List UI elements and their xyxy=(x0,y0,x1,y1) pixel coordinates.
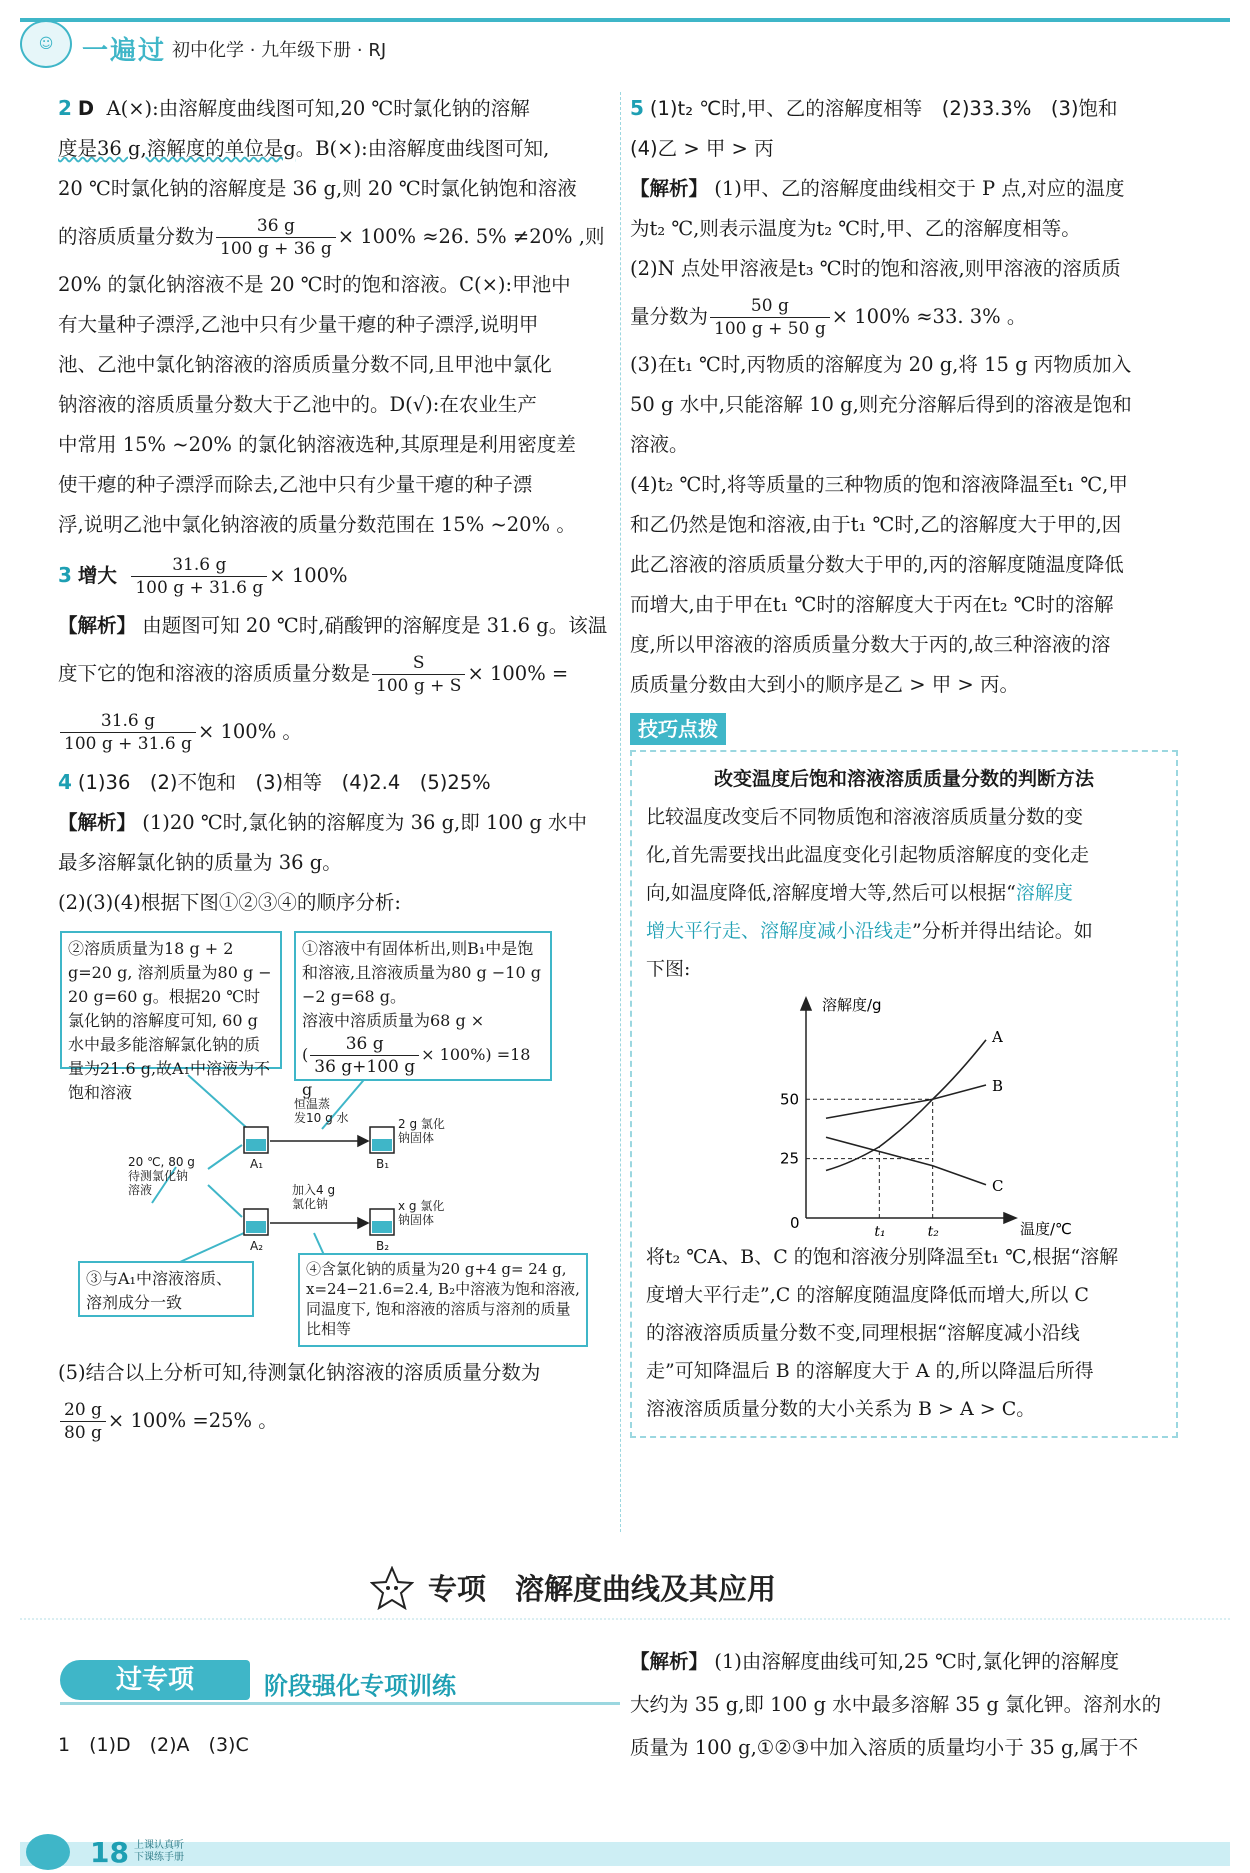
question-number: 2 xyxy=(58,96,72,120)
text-line: 浮,说明乙池中氯化钠溶液的质量分数范围在 15% ~20% 。 xyxy=(58,513,576,536)
fraction xyxy=(60,1399,106,1444)
text-line: 将t₂ ℃A、B、C 的饱和溶液分别降温至t₁ ℃,根据“溶解 xyxy=(646,1246,1119,1268)
analysis-tag: 【解析】 xyxy=(630,177,709,200)
text-line: 池、乙池中氯化钠溶液的溶质质量分数不同,且甲池中氯化 xyxy=(58,353,552,376)
text-line: 走”可知降温后 B 的溶解度大于 A 的,所以降温后所得 xyxy=(646,1360,1094,1382)
label-text: 钠固体 xyxy=(398,1213,435,1227)
text-line: (1)甲、乙的溶解度曲线相交于 P 点,对应的温度 xyxy=(714,177,1125,200)
text-line: 溶液。 xyxy=(630,433,689,456)
answer: (1)t₂ ℃时,甲、乙的溶解度相等 (2)33.3% (3)饱和 xyxy=(649,97,1118,120)
text-line: 量分数为 xyxy=(630,305,709,328)
series-label-B: B xyxy=(992,1077,1004,1095)
text-line: 质量为 100 g,①②③中加入溶质的质量均小于 35 g,属于不 xyxy=(630,1736,1139,1759)
text-line: 中常用 15% ~20% 的氯化钠溶液选种,其原理是利用密度差 xyxy=(58,433,576,456)
label-add xyxy=(292,1183,335,1211)
slogan-line: 上课认真听 xyxy=(134,1840,184,1851)
denominator: 80 g xyxy=(64,1423,102,1443)
fraction xyxy=(131,554,267,599)
training-tag: 过专项 xyxy=(60,1660,250,1700)
text-line: A(×):由溶解度曲线图可知,20 ℃时氯化钠的溶解 xyxy=(106,97,530,120)
text-line: 而增大,由于甲在t₁ ℃时的溶解度大于丙在t₂ ℃时的溶解 xyxy=(630,593,1114,616)
label-text: 钠固体 xyxy=(398,1131,435,1145)
footer-bar xyxy=(20,1842,1230,1866)
text-line: 大约为 35 g,即 100 g 水中最多溶解 35 g 氯化钾。溶剂水的 xyxy=(630,1693,1162,1716)
text-line: × 100% ≈26. 5% ≠20% ,则 xyxy=(337,225,605,248)
header-bar xyxy=(20,18,1230,22)
label-text: 溶液 xyxy=(128,1183,153,1197)
brand-name: 一遍过 xyxy=(82,36,167,66)
denominator: 100 g + 50 g xyxy=(714,319,826,339)
label-solid-1 xyxy=(398,1117,445,1145)
right-column xyxy=(630,88,1190,1438)
box-text: ②溶质质量为18 g + 2 g=20 g, 溶剂质量为80 g − 20 g=60 g。根据20 ℃时氯化钠的溶解度可知, 60 g 水中最多能溶解氯化钠的质量为21.6 g,故A₁中溶液为不饱和溶液 xyxy=(68,939,272,1102)
text-line: 溶液溶质质量分数的大小关系为 B > A > C。 xyxy=(646,1398,1036,1420)
text-line: 质质量分数由大到小的顺序是乙 > 甲 > 丙。 xyxy=(630,673,1019,696)
box-step-3 xyxy=(78,1261,254,1317)
answer: (1)36 (2)不饱和 (3)相等 (4)2.4 (5)25% xyxy=(77,771,491,794)
text-line: 比较温度改变后不同物质饱和溶液溶质质量分数的变 xyxy=(646,806,1084,828)
box-step-1: ①溶液中有固体析出,则B₁中是饱和溶液,且溶液质量为80 g −10 g −2 g=68 g。 溶液中溶质质量为68 g × ( $\frac{36 g}{36 g+100 g}$ × 100%) =18 g xyxy=(294,931,552,1081)
series-label-A: A xyxy=(992,1027,1003,1046)
text-line: 50 g 水中,只能溶解 10 g,则充分溶解后得到的溶液是饱和 xyxy=(630,393,1132,416)
box-text: 溶液中溶质质量为68 g × xyxy=(302,1011,485,1030)
section-title: 专项 溶解度曲线及其应用 xyxy=(428,1572,777,1606)
question-number: 5 xyxy=(630,96,644,120)
text-line: 下图: xyxy=(646,958,691,980)
label-text: 发10 g 水 xyxy=(294,1111,349,1125)
page-number: 18 xyxy=(90,1836,129,1869)
numerator: 31.6 g xyxy=(131,554,267,577)
denominator: 100 g + 31.6 g xyxy=(135,578,264,598)
x-tick-label: t₂ xyxy=(927,1224,939,1238)
text-line: 。B(×):由溶解度曲线图可知, xyxy=(295,137,550,160)
question-4 xyxy=(58,762,618,1449)
analysis-tag: 【解析】 xyxy=(630,1650,709,1673)
text-line: (2)(3)(4)根据下图①②③④的顺序分析: xyxy=(58,891,401,914)
text-line: (4)t₂ ℃时,将等质量的三种物质的饱和溶液降温至t₁ ℃,甲 xyxy=(630,473,1128,496)
label-text: 恒温蒸 xyxy=(294,1097,331,1111)
fraction xyxy=(310,1033,419,1078)
text-line: 有大量种子漂浮,乙池中只有少量干瘪的种子漂浮,说明甲 xyxy=(58,313,539,336)
question-3 xyxy=(58,545,618,762)
text-line: 的溶质质量分数为 xyxy=(58,225,215,248)
label-text: 2 g 氯化 xyxy=(398,1117,445,1131)
text-line: (3)在t₁ ℃时,丙物质的溶解度为 20 g,将 15 g 丙物质加入 xyxy=(630,353,1132,376)
analysis-tag: 【解析】 xyxy=(58,811,137,834)
x-axis-label: 温度/℃ xyxy=(1020,1220,1072,1238)
text-line: × 100% 。 xyxy=(197,720,302,743)
origin-label: 0 xyxy=(790,1214,800,1232)
x-tick-label: t₁ xyxy=(874,1224,886,1238)
text-line: 度下它的饱和溶液的溶质质量分数是 xyxy=(58,662,371,685)
text-line: 最多溶解氯化钠的质量为 36 g。 xyxy=(58,851,342,874)
section-divider xyxy=(20,1618,1230,1620)
text-line: 此乙溶液的溶质质量分数大于甲的,丙的溶解度随温度降低 xyxy=(630,553,1124,576)
text-line: 度,所以甲溶液的溶质质量分数大于丙的,故三种溶液的溶 xyxy=(630,633,1111,656)
solubility-chart xyxy=(646,988,1166,1238)
footer-mascot-icon xyxy=(26,1834,70,1870)
text-line: × 100% = xyxy=(467,662,569,685)
text-line: 度增大平行走”,C 的溶解度随温度降低而增大,所以 C xyxy=(646,1284,1089,1306)
y-tick-label: 25 xyxy=(780,1149,800,1168)
x-axis-arrow xyxy=(1004,1213,1016,1223)
question-5 xyxy=(630,88,1190,705)
box-text: ①溶液中有固体析出,则B₁中是饱和溶液,且溶液质量为80 g −10 g −2 g=68 g。 xyxy=(302,939,541,1006)
training-underline xyxy=(60,1702,620,1705)
star-mascot-icon xyxy=(370,1566,414,1610)
text-line: (2)N 点处甲溶液是t₃ ℃时的饱和溶液,则甲溶液的溶质质 xyxy=(630,257,1121,280)
text-line: 化,首先需要找出此温度变化引起物质溶解度的变化走 xyxy=(646,844,1090,866)
label-text: x g 氯化 xyxy=(398,1199,445,1213)
text-line: 20% 的氯化钠溶液不是 20 ℃时的饱和溶液。C(×):甲池中 xyxy=(58,273,571,296)
y-tick-label: 50 xyxy=(780,1090,800,1109)
label-a2: A₂ xyxy=(250,1239,264,1253)
box-text: × 100%) =18 g xyxy=(302,1045,531,1099)
text-line: 使干瘪的种子漂浮而除去,乙池中只有少量干瘪的种子漂 xyxy=(58,473,533,496)
box-text: ④含氯化钠的质量为20 g+4 g= 24 g, x=24−21.6=2.4, B₂中溶液为饱和溶液, 同温度下, 饱和溶液的溶质与溶剂的质量比相等 xyxy=(306,1260,580,1338)
denominator: 100 g + S xyxy=(376,676,462,696)
flow-diagram xyxy=(58,927,618,1347)
numerator: S xyxy=(372,652,465,675)
text-line: ”分析并得出结论。如 xyxy=(912,920,1093,942)
footer-slogan xyxy=(134,1840,184,1864)
page-footer xyxy=(0,1832,1250,1873)
slogan-line: 下课练手册 xyxy=(134,1852,184,1863)
box-step-2 xyxy=(60,931,282,1102)
text-line: × 100% ≈33. 3% 。 xyxy=(831,305,1027,328)
fraction xyxy=(372,652,465,697)
text-line: 向,如温度降低,溶解度增大等,然后可以根据“ xyxy=(646,882,1016,904)
denominator: 100 g + 31.6 g xyxy=(64,734,192,754)
text-line: 20 ℃时氯化钠的溶解度是 36 g,则 20 ℃时氯化钠饱和溶液 xyxy=(58,177,577,200)
text-line: × 100% xyxy=(269,564,348,587)
numerator: 36 g xyxy=(310,1033,419,1056)
text-line: 为t₂ ℃,则表示温度为t₂ ℃时,甲、乙的溶解度相等。 xyxy=(630,217,1081,240)
numerator: 50 g xyxy=(710,295,830,318)
label-a1: A₁ xyxy=(250,1157,264,1171)
denominator: 36 g+100 g xyxy=(314,1057,416,1077)
text-line: (1)由溶解度曲线可知,25 ℃时,氯化钾的溶解度 xyxy=(714,1650,1120,1673)
page-header xyxy=(0,0,1250,70)
question-1-answers: 1 (1)D (2)A (3)C xyxy=(58,1734,249,1756)
fraction xyxy=(60,710,196,755)
tips-box xyxy=(630,750,1178,1438)
question-number: 4 xyxy=(58,770,72,794)
question-2 xyxy=(58,88,618,545)
text-line: 由题图可知 20 ℃时,硝酸钾的溶解度是 31.6 g。该温 xyxy=(142,614,608,637)
analysis-tag: 【解析】 xyxy=(58,614,137,637)
label-text: 加入4 g xyxy=(292,1183,336,1197)
numerator: 20 g xyxy=(60,1399,106,1422)
series-label-C: C xyxy=(992,1176,1004,1195)
subject-label: 初中化学 · 九年级下册 · RJ xyxy=(172,40,387,61)
text-line: 的溶液溶质质量分数不变,同理根据“溶解度减小沿线 xyxy=(646,1322,1080,1344)
training-subtitle: 阶段强化专项训练 xyxy=(264,1672,456,1700)
label-text: 氯化钠 xyxy=(292,1197,329,1211)
series-line-A xyxy=(826,1040,986,1171)
question-number: 3 xyxy=(58,563,72,587)
text-line: (5)结合以上分析可知,待测氯化钠溶液的溶质质量分数为 xyxy=(58,1361,541,1384)
fraction xyxy=(216,215,336,260)
fraction xyxy=(710,295,830,340)
text-highlight: 增大平行走、溶解度减小沿线走 xyxy=(646,920,913,942)
y-axis-arrow xyxy=(801,998,811,1010)
label-b2: B₂ xyxy=(376,1239,390,1253)
tips-title: 改变温度后饱和溶液溶质质量分数的判断方法 xyxy=(713,768,1094,790)
numerator: 31.6 g xyxy=(60,710,196,733)
text-line: 钠溶液的溶质质量分数大于乙池中的。D(√):在农业生产 xyxy=(58,393,537,416)
box-step-4 xyxy=(298,1253,588,1347)
text-line: 和乙仍然是饱和溶液,由于t₁ ℃时,乙的溶解度大于甲的,因 xyxy=(630,513,1122,536)
numerator: 36 g xyxy=(216,215,336,238)
mascot-logo-icon: ☺ xyxy=(20,20,72,68)
answer: 增大 xyxy=(77,564,117,587)
tips-heading: 技巧点拨 xyxy=(630,713,726,745)
denominator: 100 g + 36 g xyxy=(220,239,332,259)
series-line-B xyxy=(826,1085,986,1118)
label-source xyxy=(128,1155,195,1197)
left-column xyxy=(58,88,618,1449)
label-evaporate xyxy=(294,1097,349,1125)
text-line: (1)20 ℃时,氯化钠的溶解度为 36 g,即 100 g 水中 xyxy=(142,811,588,834)
label-text: 20 ℃, 80 g xyxy=(128,1155,195,1169)
column-divider xyxy=(620,92,621,1532)
label-b1: B₁ xyxy=(376,1157,390,1171)
label-text: 待测氯化钠 xyxy=(128,1169,189,1183)
text-highlight: 度是36 g,溶解度的单位是g xyxy=(58,137,296,160)
box-text: ③与A₁中溶液溶质、溶剂成分一致 xyxy=(86,1269,232,1312)
text-line: × 100% =25% 。 xyxy=(107,1409,278,1432)
answer: D xyxy=(77,97,95,120)
y-axis-label: 溶解度/g xyxy=(822,996,882,1014)
label-xg xyxy=(398,1199,444,1227)
text-highlight: 溶解度 xyxy=(1015,882,1073,904)
answer: (4)乙 > 甲 > 丙 xyxy=(630,137,774,160)
section-analysis xyxy=(630,1640,1190,1769)
chart-svg xyxy=(646,988,1166,1238)
